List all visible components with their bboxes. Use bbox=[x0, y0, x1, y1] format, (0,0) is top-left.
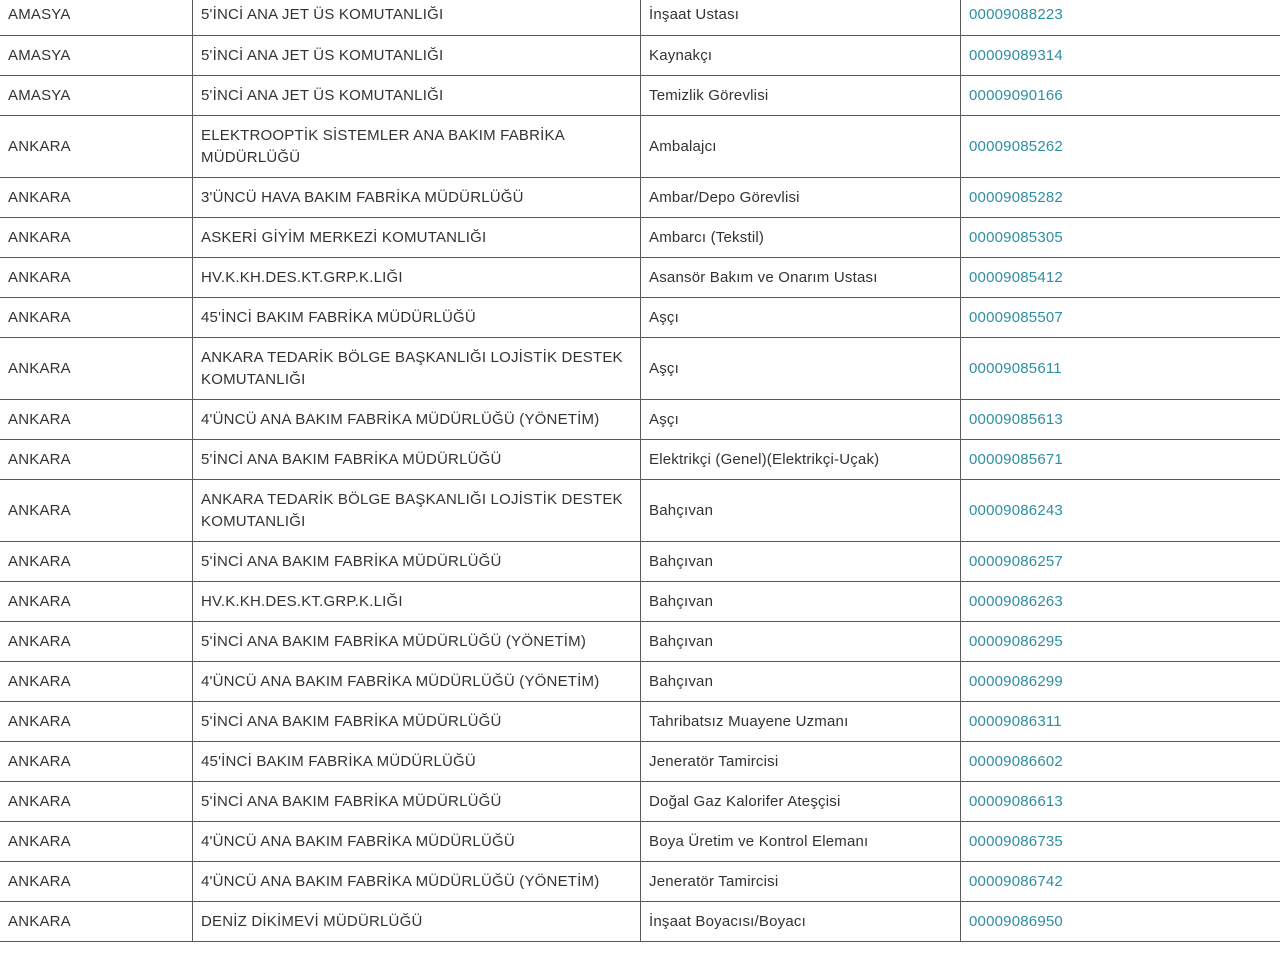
city-cell: ANKARA bbox=[0, 258, 193, 298]
code-link[interactable]: 00009086311 bbox=[961, 702, 1280, 742]
unit-cell: DENİZ DİKİMEVİ MÜDÜRLÜĞÜ bbox=[193, 902, 641, 942]
city-cell: ANKARA bbox=[0, 742, 193, 782]
unit-cell: ANKARA TEDARİK BÖLGE BAŞKANLIĞI LOJİSTİK DESTEK KOMUTANLIĞI bbox=[193, 338, 641, 400]
code-link[interactable]: 00009085507 bbox=[961, 298, 1280, 338]
table-row bbox=[0, 178, 1280, 218]
table-row bbox=[0, 662, 1280, 702]
position-cell: Temizlik Görevlisi bbox=[641, 76, 961, 116]
position-cell: Ambalajcı bbox=[641, 116, 961, 178]
table-row bbox=[0, 338, 1280, 400]
position-cell: Bahçıvan bbox=[641, 582, 961, 622]
unit-cell: 5'İNCİ ANA JET ÜS KOMUTANLIĞI bbox=[193, 36, 641, 76]
table-row bbox=[0, 258, 1280, 298]
city-cell: ANKARA bbox=[0, 298, 193, 338]
table-row bbox=[0, 782, 1280, 822]
city-cell: ANKARA bbox=[0, 582, 193, 622]
city-cell: ANKARA bbox=[0, 338, 193, 400]
code-link[interactable]: 00009085412 bbox=[961, 258, 1280, 298]
unit-cell: 4'ÜNCÜ ANA BAKIM FABRİKA MÜDÜRLÜĞÜ (YÖNETİM) bbox=[193, 400, 641, 440]
code-link[interactable]: 00009085305 bbox=[961, 218, 1280, 258]
table-row bbox=[0, 116, 1280, 178]
table-row bbox=[0, 582, 1280, 622]
position-cell: Ambar/Depo Görevlisi bbox=[641, 178, 961, 218]
unit-cell: HV.K.KH.DES.KT.GRP.K.LIĞI bbox=[193, 258, 641, 298]
unit-cell: ELEKTROOPTİK SİSTEMLER ANA BAKIM FABRİKA MÜDÜRLÜĞÜ bbox=[193, 116, 641, 178]
position-cell: Elektrikçi (Genel)(Elektrikçi-Uçak) bbox=[641, 440, 961, 480]
position-cell: Bahçıvan bbox=[641, 480, 961, 542]
code-link[interactable]: 00009085613 bbox=[961, 400, 1280, 440]
city-cell: ANKARA bbox=[0, 782, 193, 822]
code-link[interactable]: 00009085671 bbox=[961, 440, 1280, 480]
city-cell: ANKARA bbox=[0, 480, 193, 542]
unit-cell: HV.K.KH.DES.KT.GRP.K.LIĞI bbox=[193, 582, 641, 622]
position-cell: Aşçı bbox=[641, 338, 961, 400]
city-cell: ANKARA bbox=[0, 662, 193, 702]
unit-cell: 5'İNCİ ANA BAKIM FABRİKA MÜDÜRLÜĞÜ bbox=[193, 542, 641, 582]
code-link[interactable]: 00009085611 bbox=[961, 338, 1280, 400]
table-row bbox=[0, 480, 1280, 542]
table-row bbox=[0, 298, 1280, 338]
code-link[interactable]: 00009086257 bbox=[961, 542, 1280, 582]
code-link[interactable]: 00009089314 bbox=[961, 36, 1280, 76]
unit-cell: 4'ÜNCÜ ANA BAKIM FABRİKA MÜDÜRLÜĞÜ (YÖNETİM) bbox=[193, 862, 641, 902]
unit-cell: 3'ÜNCÜ HAVA BAKIM FABRİKA MÜDÜRLÜĞÜ bbox=[193, 178, 641, 218]
unit-cell: ANKARA TEDARİK BÖLGE BAŞKANLIĞI LOJİSTİK DESTEK KOMUTANLIĞI bbox=[193, 480, 641, 542]
city-cell: AMASYA bbox=[0, 36, 193, 76]
city-cell: AMASYA bbox=[0, 0, 193, 36]
position-cell: Aşçı bbox=[641, 298, 961, 338]
unit-cell: 5'İNCİ ANA BAKIM FABRİKA MÜDÜRLÜĞÜ bbox=[193, 440, 641, 480]
code-link[interactable]: 00009088223 bbox=[961, 0, 1280, 36]
code-link[interactable]: 00009086950 bbox=[961, 902, 1280, 942]
position-cell: Boya Üretim ve Kontrol Elemanı bbox=[641, 822, 961, 862]
unit-cell: 5'İNCİ ANA BAKIM FABRİKA MÜDÜRLÜĞÜ (YÖNETİM) bbox=[193, 622, 641, 662]
city-cell: ANKARA bbox=[0, 178, 193, 218]
table-row bbox=[0, 742, 1280, 782]
position-cell: Doğal Gaz Kalorifer Ateşçisi bbox=[641, 782, 961, 822]
unit-cell: ASKERİ GİYİM MERKEZİ KOMUTANLIĞI bbox=[193, 218, 641, 258]
city-cell: ANKARA bbox=[0, 440, 193, 480]
table-row bbox=[0, 902, 1280, 942]
code-link[interactable]: 00009086602 bbox=[961, 742, 1280, 782]
table-row bbox=[0, 440, 1280, 480]
position-cell: Jeneratör Tamircisi bbox=[641, 742, 961, 782]
city-cell: ANKARA bbox=[0, 400, 193, 440]
unit-cell: 5'İNCİ ANA BAKIM FABRİKA MÜDÜRLÜĞÜ bbox=[193, 702, 641, 742]
city-cell: ANKARA bbox=[0, 542, 193, 582]
position-cell: Bahçıvan bbox=[641, 622, 961, 662]
code-link[interactable]: 00009085262 bbox=[961, 116, 1280, 178]
unit-cell: 5'İNCİ ANA JET ÜS KOMUTANLIĞI bbox=[193, 76, 641, 116]
position-cell: Bahçıvan bbox=[641, 662, 961, 702]
position-cell: Bahçıvan bbox=[641, 542, 961, 582]
city-cell: ANKARA bbox=[0, 702, 193, 742]
unit-cell: 5'İNCİ ANA JET ÜS KOMUTANLIĞI bbox=[193, 0, 641, 36]
position-cell: Asansör Bakım ve Onarım Ustası bbox=[641, 258, 961, 298]
code-link[interactable]: 00009086299 bbox=[961, 662, 1280, 702]
city-cell: ANKARA bbox=[0, 218, 193, 258]
table-row bbox=[0, 862, 1280, 902]
unit-cell: 45'İNCİ BAKIM FABRİKA MÜDÜRLÜĞÜ bbox=[193, 742, 641, 782]
city-cell: ANKARA bbox=[0, 116, 193, 178]
code-link[interactable]: 00009090166 bbox=[961, 76, 1280, 116]
city-cell: ANKARA bbox=[0, 862, 193, 902]
position-cell: Kaynakçı bbox=[641, 36, 961, 76]
table-row bbox=[0, 76, 1280, 116]
position-cell: İnşaat Boyacısı/Boyacı bbox=[641, 902, 961, 942]
table-row bbox=[0, 0, 1280, 36]
unit-cell: 4'ÜNCÜ ANA BAKIM FABRİKA MÜDÜRLÜĞÜ bbox=[193, 822, 641, 862]
code-link[interactable]: 00009086295 bbox=[961, 622, 1280, 662]
position-cell: Aşçı bbox=[641, 400, 961, 440]
unit-cell: 45'İNCİ BAKIM FABRİKA MÜDÜRLÜĞÜ bbox=[193, 298, 641, 338]
table-row bbox=[0, 622, 1280, 662]
position-cell: Tahribatsız Muayene Uzmanı bbox=[641, 702, 961, 742]
code-link[interactable]: 00009085282 bbox=[961, 178, 1280, 218]
table-row bbox=[0, 822, 1280, 862]
table-row bbox=[0, 542, 1280, 582]
city-cell: AMASYA bbox=[0, 76, 193, 116]
unit-cell: 4'ÜNCÜ ANA BAKIM FABRİKA MÜDÜRLÜĞÜ (YÖNETİM) bbox=[193, 662, 641, 702]
position-cell: İnşaat Ustası bbox=[641, 0, 961, 36]
table-row bbox=[0, 218, 1280, 258]
code-link[interactable]: 00009086735 bbox=[961, 822, 1280, 862]
code-link[interactable]: 00009086742 bbox=[961, 862, 1280, 902]
unit-cell: 5'İNCİ ANA BAKIM FABRİKA MÜDÜRLÜĞÜ bbox=[193, 782, 641, 822]
table-row bbox=[0, 36, 1280, 76]
table-row bbox=[0, 400, 1280, 440]
position-cell: Ambarcı (Tekstil) bbox=[641, 218, 961, 258]
code-link[interactable]: 00009086243 bbox=[961, 480, 1280, 542]
code-link[interactable]: 00009086613 bbox=[961, 782, 1280, 822]
city-cell: ANKARA bbox=[0, 822, 193, 862]
city-cell: ANKARA bbox=[0, 902, 193, 942]
position-cell: Jeneratör Tamircisi bbox=[641, 862, 961, 902]
table-row bbox=[0, 702, 1280, 742]
code-link[interactable]: 00009086263 bbox=[961, 582, 1280, 622]
city-cell: ANKARA bbox=[0, 622, 193, 662]
